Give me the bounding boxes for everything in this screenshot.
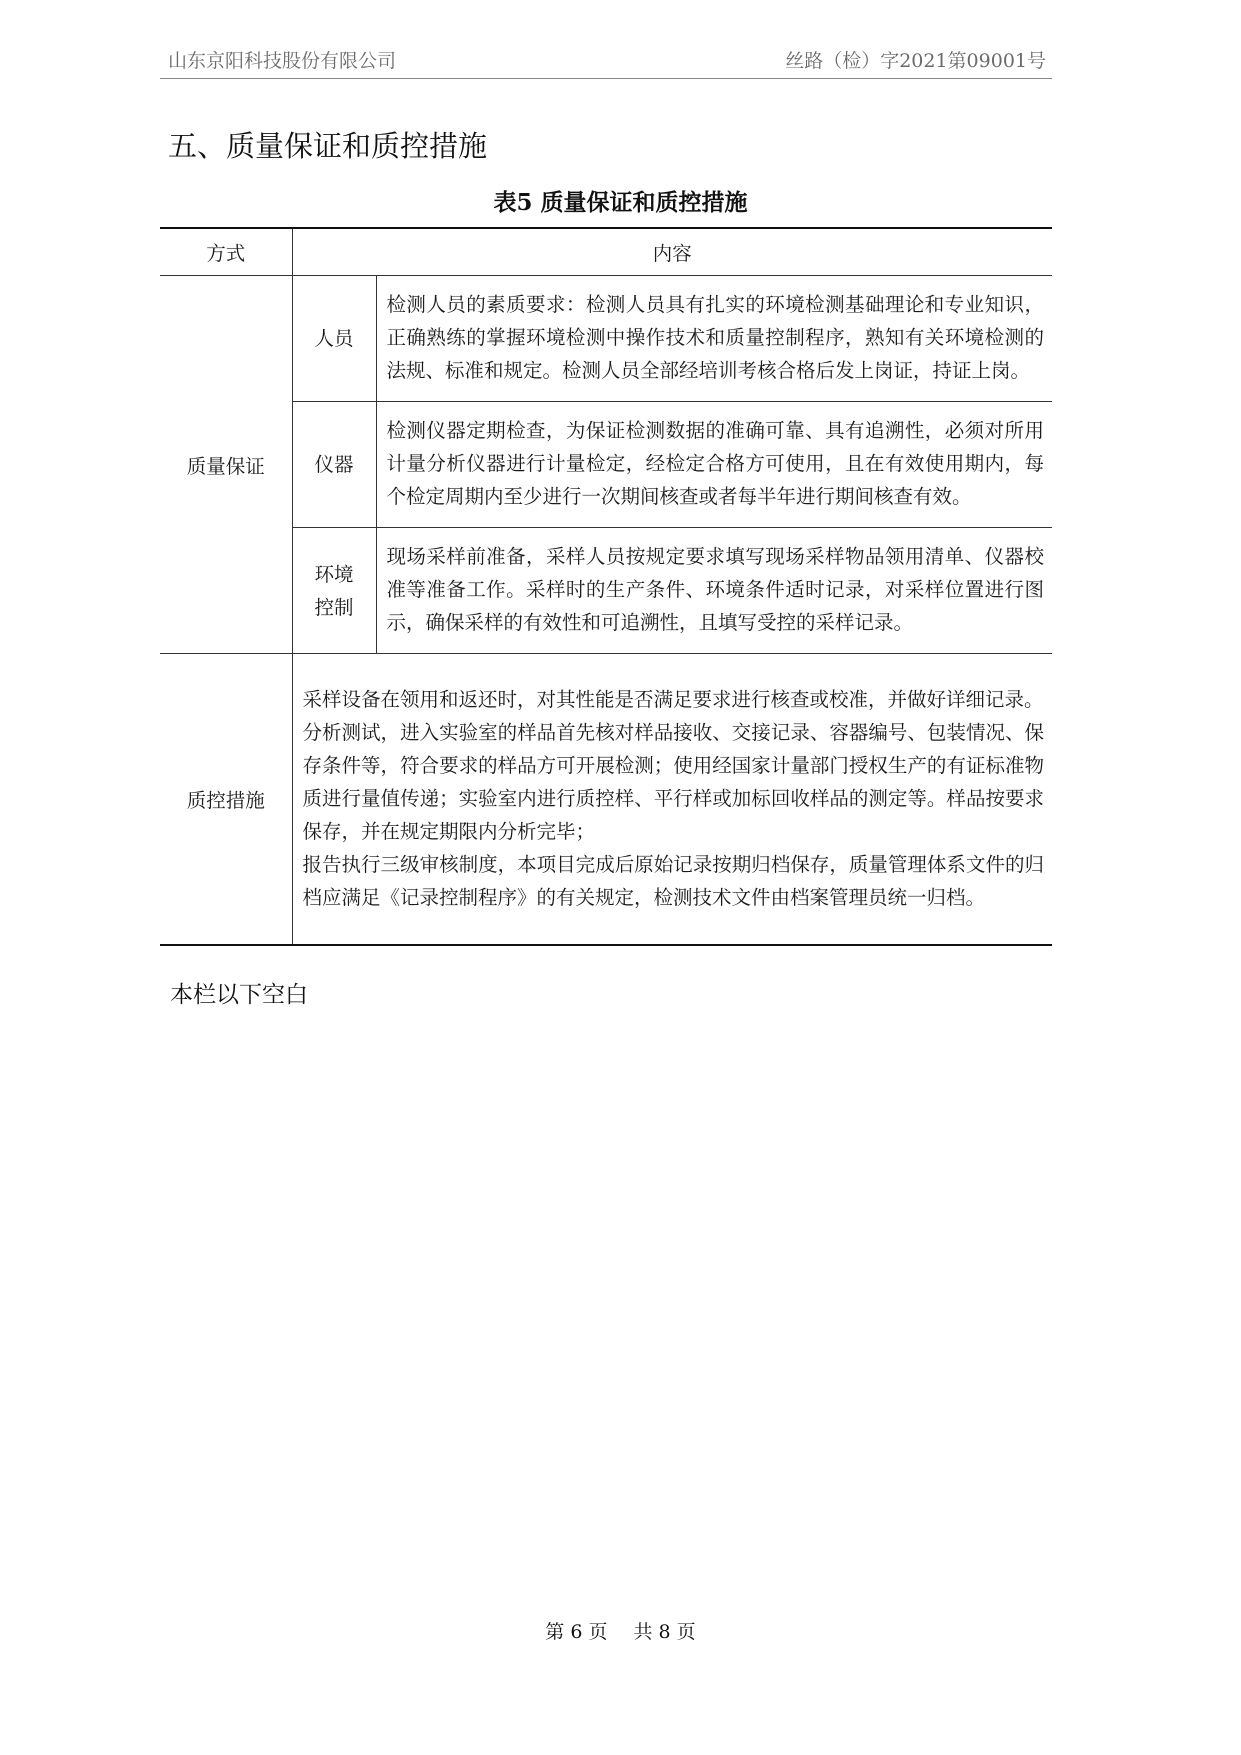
qc-paragraph: 报告执行三级审核制度，本项目完成后原始记录按期归档保存，质量管理体系文件的归档应满足《记录控制程序》的有关规定，检测技术文件由档案管理员统一归档。 xyxy=(302,852,1044,909)
table-row xyxy=(160,402,1052,528)
table-header-row xyxy=(160,228,1052,276)
qa-label: 质量保证 xyxy=(160,276,292,654)
qc-paragraph: 采样设备在领用和返还时，对其性能是否满足要求进行核查或校准，并做好详细记录。 xyxy=(302,687,1044,711)
qc-label: 质控措施 xyxy=(160,654,292,946)
header-rule xyxy=(160,78,1052,79)
qc-content xyxy=(292,654,1052,946)
row-text-environment: 现场采样前准备，采样人员按规定要求填写现场采样物品领用清单、仪器校准等准备工作。采样时的生产条件、环境条件适时记录，对采样位置进行图示，确保采样的有效性和可追溯性，且填写受控的采样记录。 xyxy=(376,528,1052,654)
row-text-personnel: 检测人员的素质要求：检测人员具有扎实的环境检测基础理论和专业知识，正确熟练的掌握环境检测中操作技术和质量控制程序，熟知有关环境检测的法规、标准和规定。检测人员全部经培训考核合格后发上岗证，持证上岗。 xyxy=(376,276,1052,402)
row-label-environment-line2: 控制 xyxy=(314,595,354,619)
page-footer xyxy=(0,1617,1241,1644)
row-label-environment xyxy=(292,528,376,654)
page-number: 第 6 页 xyxy=(545,1621,608,1643)
blank-below-note: 本栏以下空白 xyxy=(170,982,308,1008)
table-row xyxy=(160,276,1052,402)
header-content: 内容 xyxy=(292,228,1052,276)
qc-paragraph: 分析测试，进入实验室的样品首先核对样品接收、交接记录、容器编号、包装情况、保存条件等，符合要求的样品方可开展检测；使用经国家计量部门授权生产的有证标准物质进行量值传递；实验室内进行质控样、平行样或加标回收样品的测定等。样品按要求保存，并在规定期限内分析完毕； xyxy=(302,720,1044,843)
section-title: 五、质量保证和质控措施 xyxy=(168,129,488,163)
quality-table xyxy=(160,227,1052,946)
table-row xyxy=(160,654,1052,946)
row-label-instrument: 仪器 xyxy=(292,402,376,528)
header-method: 方式 xyxy=(160,228,292,276)
company-name: 山东京阳科技股份有限公司 xyxy=(168,50,397,72)
table-row xyxy=(160,528,1052,654)
row-text-instrument: 检测仪器定期检查，为保证检测数据的准确可靠、具有追溯性，必须对所用计量分析仪器进行计量检定，经检定合格方可使用，且在有效使用期内，每个检定周期内至少进行一次期间核查或者每半年进行期间核查有效。 xyxy=(376,402,1052,528)
report-number: 丝路（检）字2021第09001号 xyxy=(785,50,1046,72)
page-total: 共 8 页 xyxy=(633,1621,696,1643)
page-header xyxy=(168,46,1046,73)
table-caption: 表5 质量保证和质控措施 xyxy=(493,189,748,216)
row-label-environment-line1: 环境 xyxy=(314,562,354,586)
row-label-personnel: 人员 xyxy=(292,276,376,402)
